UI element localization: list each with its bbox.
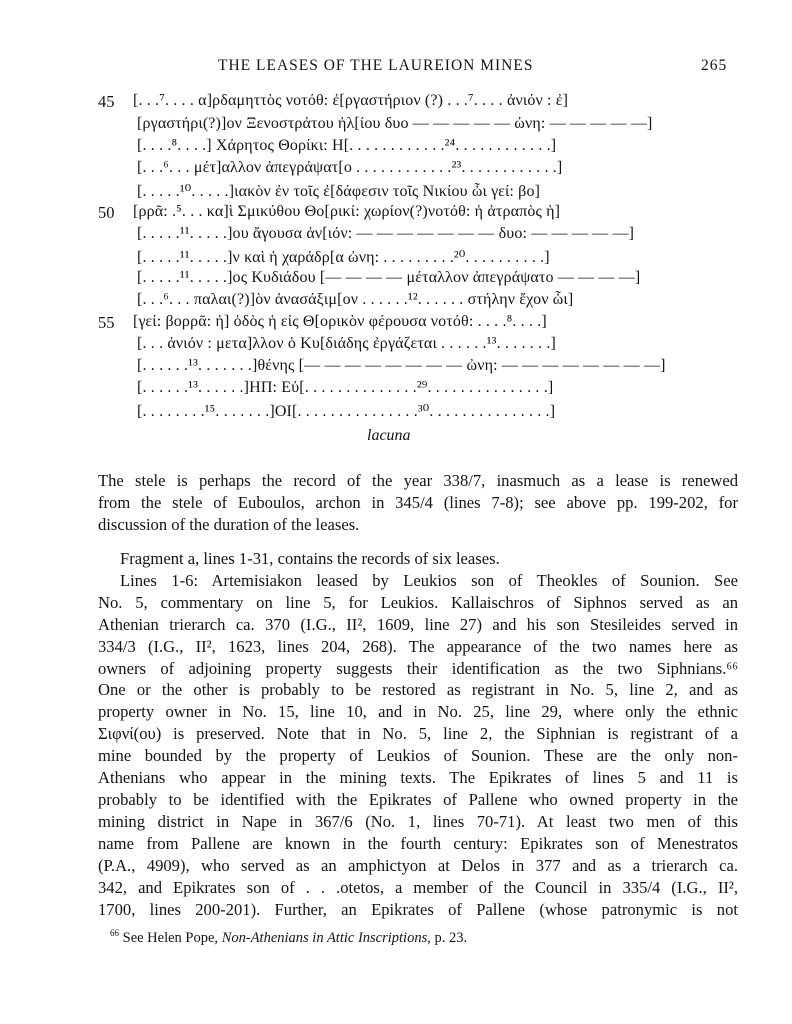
text-line: mining district in Nape in 367/6 (No. 1, lines 70-71). At least two men of this <box>98 811 738 831</box>
inscription-line <box>0 115 792 137</box>
running-header-title: THE LEASES OF THE LAUREION MINES <box>218 57 534 74</box>
text-line: 334/3 (I.G., II², 1623, lines 204, 268). The appearance of the two names here as <box>98 636 738 656</box>
text-line: owners of adjoining property suggests their identification as the two Siphnians.⁶⁶ <box>98 658 738 678</box>
footnote-marker: 66 <box>110 928 119 938</box>
inscription-line <box>0 291 792 313</box>
paragraph-date <box>98 470 738 536</box>
line-text: [. . . . . .¹³. . . . . .]ΗΠ: Εὐ[. . . . . . . . . . . . . .²⁹. . . . . . . . . . . . . . .] <box>137 379 554 396</box>
text-line: 342, and Epikrates son of . . .otetos, a member of the Council in 335/4 (I.G., II², <box>98 877 738 897</box>
inscription-line <box>0 313 792 335</box>
line-number: 45 <box>98 92 115 111</box>
footnote-prefix: See Helen Pope, <box>122 930 222 946</box>
line-text: [ργαστήρι(?)]ον Ξενοστράτου ἠλ[ίου δυο — — — — — ὠνη: — — — — —] <box>137 115 653 132</box>
line-text: [. . .⁷. . . . α]ρδαμηττὸς νοτόθ: ἐ[ργαστήριον (?) . . .⁷. . . . ἀνιόν : ἐ] <box>133 92 569 109</box>
text-line: mine bounded by the property of Leukios of Sounion. These are the only non- <box>98 746 738 766</box>
text-line: Athenian trierarch ca. 370 (I.G., II², 1609, line 27) and his son Stesileides served in <box>98 614 738 634</box>
text-line: 1700, lines 200-201). Further, an Epikrates of Pallene (whose patronymic is not <box>98 899 738 919</box>
inscription-line <box>0 225 792 247</box>
text-line: Fragment a, lines 1-31, contains the records of six leases. <box>120 549 500 568</box>
line-text: [. . . . .¹¹. . . . .]ος Κυδιάδου [— — — — μέταλλον ἀπεγράψατο — — — —] <box>137 269 641 286</box>
line-text: [ρρᾶ: .⁵. . . κα]ὶ Σμικύθου Θο[ρικί: χωρίον(?)νοτόθ: ἡ ἀτραπὸς ἡ] <box>133 203 561 220</box>
text-line: discussion of the duration of the leases. <box>98 514 360 534</box>
text-line: Athenians who appear in the mining texts. The Epikrates of lines 5 and 11 is <box>98 768 738 788</box>
page-number: 265 <box>701 57 728 74</box>
inscription-line <box>0 401 792 423</box>
line-text: [. . .⁶. . . παλαι(?)]ὸν ἀνασάξιμ[ον . . . . . .¹². . . . . . στήλην ἔχον ὧι] <box>137 291 574 308</box>
lacuna-label: lacuna <box>367 427 411 444</box>
inscription-line <box>0 181 792 203</box>
text-line: The stele is perhaps the record of the year 338/7, inasmuch as a lease is renewed <box>98 471 738 490</box>
line-text: [. . . . . .¹³. . . . . . .]θένης [— — — — — — — — ὠνη: — — — — — — — —] <box>137 357 666 374</box>
inscription-line <box>0 159 792 181</box>
inscription-line <box>0 203 792 225</box>
text-line: Lines 1-6: Artemisiakon leased by Leukios son of Theokles of Sounion. See <box>120 570 738 590</box>
inscription-line <box>0 137 792 159</box>
text-line: name from Pallene are known in the fourth century: Epikrates son of Menestratos <box>98 833 738 853</box>
inscription-line <box>0 335 792 357</box>
line-text: [. . . . .¹¹. . . . .]ου ἄγουσα ἀν[ιόν: — — — — — — — δυο: — — — — —] <box>137 225 635 242</box>
line-text: [. . . . . . . .¹⁵. . . . . . .]ΟΙ[. . . . . . . . . . . . . . .³⁰. . . . . . . . . . . . . . .] <box>137 403 556 420</box>
text-line: property owner in No. 15, line 10, and in No. 25, line 29, where only the ethnic <box>98 702 738 722</box>
line-text: [. . .⁶. . . μέτ]αλλον ἀπεγράψατ[ο . . . . . . . . . . . .²³. . . . . . . . . . . .] <box>137 159 563 176</box>
inscription-line <box>0 379 792 401</box>
text-line: Σιφνί(ου) is preserved. Note that in No. 5, line 2, the Siphnian is registrant of a <box>98 724 738 744</box>
paragraph-commentary <box>98 548 738 920</box>
line-text: [. . . .⁸. . . .] Χάρητος Θορίκι: Η[. . . . . . . . . . . .²⁴. . . . . . . . . . . .] <box>137 137 557 154</box>
line-text: [γεί: βορρᾶ: ἡ] ὁδὸς ἡ εἰς Θ[ορικὸν φέρουσα νοτόθ: . . . .⁸. . . .] <box>133 313 547 330</box>
text-line: (P.A., 4909), who served as an amphictyon at Delos in 377 and as a trierarch ca. <box>98 855 738 875</box>
text-line: from the stele of Euboulos, archon in 345/4 (lines 7-8); see above pp. 199-202, for <box>98 492 738 512</box>
line-text: [. . . . .¹⁰. . . . .]ιακὸν ἐν τοῖς ἐ[δάφεσιν τοῖς Νικίου ὧι γεί: βο] <box>137 183 541 200</box>
footnote-suffix: , p. 23. <box>427 930 468 946</box>
text-line: One or the other is probably to be restored as registrant in No. 5, line 2, and as <box>98 680 738 700</box>
footnote <box>110 930 467 947</box>
inscription-line <box>0 357 792 379</box>
line-number: 50 <box>98 203 115 222</box>
inscription-line <box>0 247 792 269</box>
inscription-line <box>0 269 792 291</box>
footnote-title: Non-Athenians in Attic Inscriptions <box>221 930 428 946</box>
line-text: [. . . . .¹¹. . . . .]ν καὶ ἡ χαράδρ[α ὠνη: . . . . . . . . .²⁰. . . . . . . . . .] <box>137 249 550 266</box>
inscription-line <box>0 92 792 114</box>
text-line: No. 5, commentary on line 5, for Leukios. Kallaischros of Siphnos served as an <box>98 592 738 612</box>
line-number: 55 <box>98 313 115 332</box>
text-line: probably to be identified with the Epikrates of Pallene who owned property in the <box>98 789 738 809</box>
line-text: [. . . ἀνιόν : μετα]λλον ὁ Κυ[διάδης ἐργάζεται . . . . . .¹³. . . . . . .] <box>137 335 557 352</box>
